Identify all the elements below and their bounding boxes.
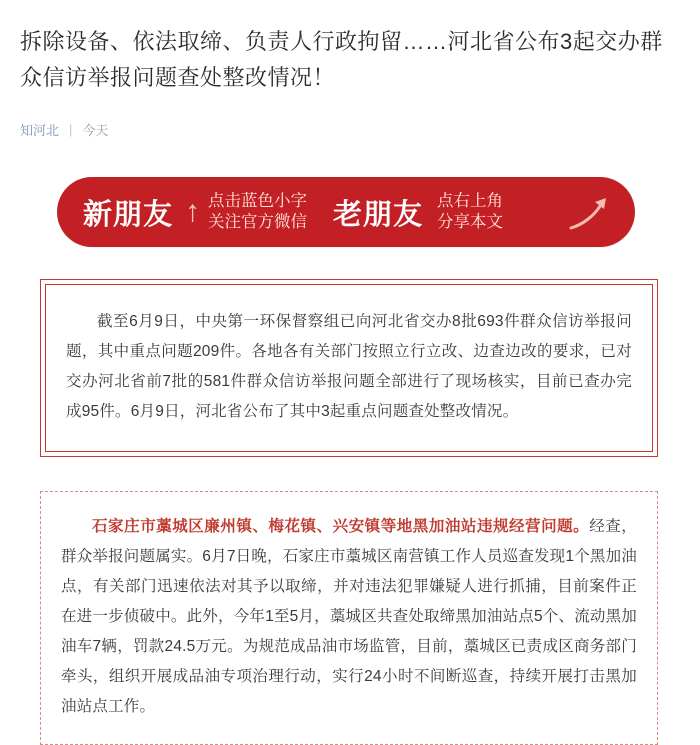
meta-separator: | bbox=[69, 122, 73, 137]
detail-paragraph bbox=[61, 512, 637, 722]
summary-box bbox=[40, 279, 658, 457]
share-instruction-line2: 分享本文 bbox=[437, 213, 504, 231]
article-meta bbox=[20, 120, 680, 139]
summary-box-inner bbox=[45, 284, 653, 452]
follow-instruction-line2: 关注官方微信 bbox=[208, 213, 308, 231]
follow-instruction-line1: 点击蓝色小字 bbox=[208, 192, 308, 210]
share-instruction-line1: 点右上角 bbox=[437, 192, 504, 210]
share-instruction bbox=[437, 191, 503, 233]
follow-share-banner bbox=[57, 177, 635, 247]
old-friend-label: 老朋友 bbox=[333, 198, 424, 231]
detail-box bbox=[40, 491, 658, 745]
publish-date: 今天 bbox=[82, 123, 109, 138]
summary-text: 截至6月9日，中央第一环保督察组已向河北省交办8批693件群众信访举报问题，其中重点问题209件。各地各有关部门按照立行立改、边查边改的要求，已对交办河北省前7批的581件群众信访举报问题全部进行了现场核实，目前已查办完成95件。6月9日，河北省公布了其中3起重点问题查处整改情况。 bbox=[66, 313, 632, 420]
curved-arrow-icon bbox=[569, 195, 613, 231]
account-name[interactable]: 知河北 bbox=[20, 123, 60, 138]
detail-text: 经查，群众举报问题属实。6月7日晚，石家庄市藁城区南营镇工作人员巡查发现1个黑加油点，有关部门迅速依法对其予以取缔，并对违法犯罪嫌疑人进行抓捕，目前案件正在进一步侦破中。此外，今年1至5月，藁城区共查处取缔黑加油站点5个、流动黑加油车7辆，罚款24.5万元。为规范成品油市场监管，目前，藁城区已责成区商务部门牵头，组织开展成品油专项治理行动，实行24小时不间断巡查，持续开展打击黑加油站点工作。 bbox=[61, 518, 637, 715]
detail-lead: 石家庄市藁城区廉州镇、梅花镇、兴安镇等地黑加油站违规经营问题。 bbox=[92, 518, 590, 535]
new-friend-label: 新朋友 bbox=[83, 198, 174, 231]
follow-instruction bbox=[208, 191, 307, 233]
page-title: 拆除设备、依法取缔、负责人行政拘留……河北省公布3起交办群众信访举报问题查处整改情况！ bbox=[20, 29, 663, 90]
arrow-up-icon: ↑ bbox=[185, 195, 201, 228]
